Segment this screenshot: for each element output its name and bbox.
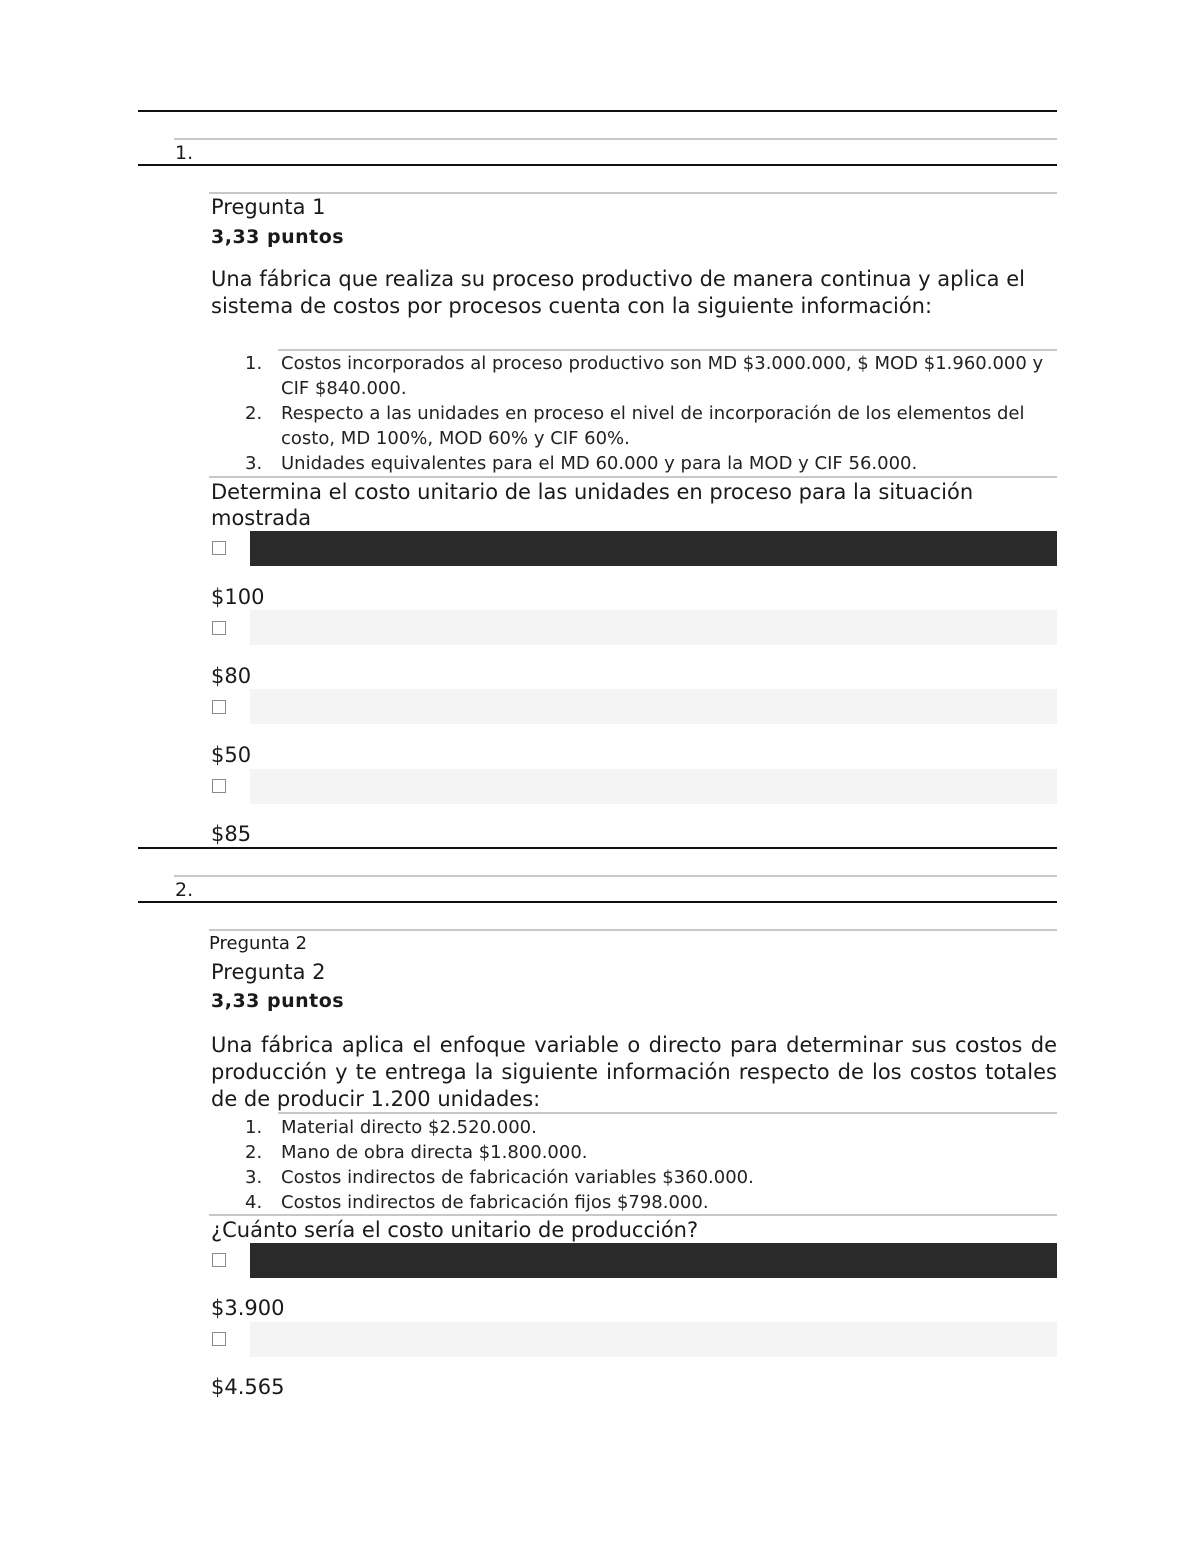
divider [278,1112,1057,1114]
answer-option[interactable]: $100 [211,585,265,609]
divider [174,875,1057,877]
divider [209,476,1057,478]
list-item: 4. Costos indirectos de fabricación fijos $798.000. [245,1192,709,1213]
question-points: 3,33 puntos [211,226,345,248]
question-text: Una fábrica aplica el enfoque variable o directo para determinar sus costos de producción y te entrega la siguiente información respecto de los costos totales de de producir 1.200 unidades: [211,1033,1057,1111]
question-prompt: Determina el costo unitario de las unidades en proceso para la situación mostrada [211,480,974,530]
question-points: 3,33 puntos [211,990,345,1012]
question-header: Pregunta 2 [209,933,308,954]
answer-option[interactable]: $85 [211,822,252,846]
list-item: 3. Costos indirectos de fabricación variables $360.000. [245,1167,754,1188]
divider [174,138,1057,140]
question-text: Una fábrica que realiza su proceso productivo de manera continua y aplica el sistema de costos por procesos cuenta con la siguiente información: [211,267,1025,318]
list-item: 1. Costos incorporados al proceso productivo son MD $3.000.000, $ MOD $1.960.000 y CIF $840.000. [245,353,1044,399]
answer-row[interactable] [250,610,1057,645]
question-number: 1. [175,142,194,164]
answer-checkbox[interactable] [212,621,226,635]
divider [138,164,1057,166]
question-number: 2. [175,879,194,901]
answer-checkbox[interactable] [212,700,226,714]
answer-option[interactable]: $4.565 [211,1375,285,1399]
list-item: 1. Material directo $2.520.000. [245,1117,537,1138]
answer-checkbox[interactable] [212,779,226,793]
divider [209,1214,1057,1216]
answer-option[interactable]: $80 [211,664,252,688]
answer-option[interactable]: $50 [211,743,252,767]
answer-checkbox[interactable] [212,1253,226,1267]
info-list [211,351,1057,476]
info-list [211,1115,1057,1215]
list-item: 2. Respecto a las unidades en proceso el nivel de incorporación de los elementos del costo, MD 100%, MOD 60% y CIF 60%. [245,403,1025,449]
answer-row[interactable] [250,531,1057,566]
divider [209,929,1057,931]
answer-option[interactable]: $3.900 [211,1296,285,1320]
divider [138,847,1057,849]
answer-checkbox[interactable] [212,1332,226,1346]
divider [138,110,1057,112]
divider [138,901,1057,903]
list-item: 3. Unidades equivalentes para el MD 60.000 y para la MOD y CIF 56.000. [245,453,918,474]
question-title: Pregunta 2 [211,960,326,984]
answer-checkbox[interactable] [212,541,226,555]
question-prompt: ¿Cuánto sería el costo unitario de producción? [211,1218,699,1242]
answer-row[interactable] [250,769,1057,804]
divider [209,192,1057,194]
answer-row[interactable] [250,1322,1057,1357]
list-item: 2. Mano de obra directa $1.800.000. [245,1142,588,1163]
answer-row[interactable] [250,1243,1057,1278]
question-title: Pregunta 1 [211,195,326,219]
answer-row[interactable] [250,689,1057,724]
